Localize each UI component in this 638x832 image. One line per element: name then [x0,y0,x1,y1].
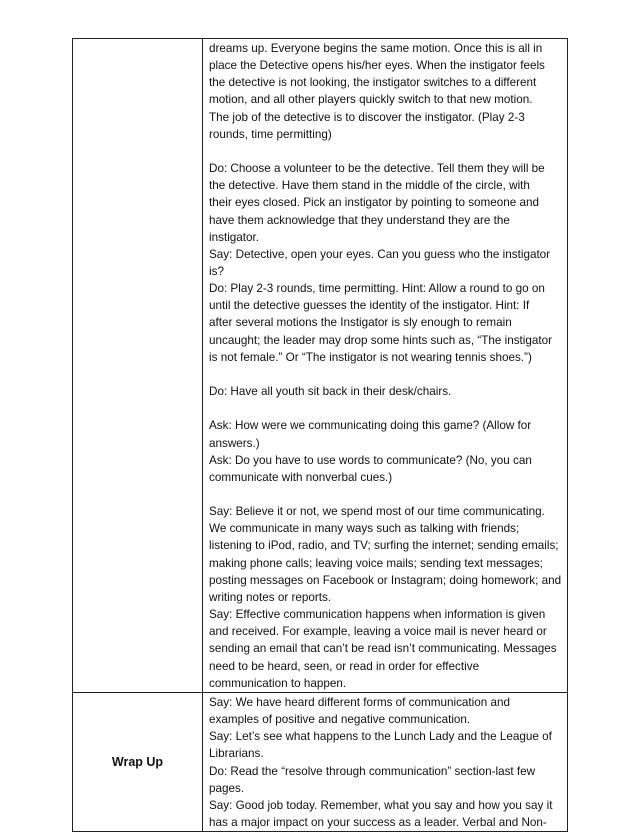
instruction-line: is not female.” Or “The instigator is not wearing tennis shoes.”) [209,350,532,364]
table-row-wrap-up [73,692,568,831]
instruction-line: Do: Read the “resolve through communication” section-last few [209,764,536,778]
instruction-line: have them acknowledge that they understand they are the [209,213,510,227]
paragraph-gap [209,486,563,503]
instruction-line: The job of the detective is to discover the instigator. (Play 2-3 [209,110,525,124]
instruction-line: need to be heard, seen, or read in order for effective [209,659,480,673]
section-label-cell-empty [73,39,203,693]
instruction-line: the detective is not looking, the instigator switches to a different [209,76,537,90]
instruction-line: rounds, time permitting) [209,127,332,141]
instruction-line: Do: Have all youth sit back in their desk/chairs. [209,385,452,399]
instruction-line: Do: Play 2-3 rounds, time permitting. Hint: Allow a round to go on [209,282,545,296]
instruction-line: the detective. Have them stand in the middle of the circle, with [209,179,530,193]
instruction-line: pages. [209,781,245,795]
instruction-line: Do: Choose a volunteer to be the detective. Tell them they will be [209,162,545,176]
instruction-line: answers.) [209,436,260,450]
instruction-line: Ask: Do you have to use words to communicate? (No, you can [209,453,532,467]
table-row-activity [73,39,568,693]
activity-instructions-cell [203,39,568,693]
instruction-line: motion, and all other players quickly switch to that new motion. [209,93,533,107]
paragraph-gap [209,400,563,417]
instruction-line: Librarians. [209,747,264,761]
instruction-line: uncaught; the leader may drop some hints such as, “The instigator [209,333,553,347]
instruction-line: has a major impact on your success as a leader. Verbal and Non- [209,815,547,829]
instruction-line: after several motions the Instigator is sly enough to remain [209,316,512,330]
instruction-line: instigator. [209,230,260,244]
instruction-line: sending an email that can’t be read isn’t communicating. Messages [209,642,557,656]
instruction-line: Say: We have heard different forms of communication and [209,695,511,709]
section-label-wrap-up: Wrap Up [111,755,164,769]
instruction-line: and received. For example, leaving a voice mail is never heard or [209,625,547,639]
instruction-line: Ask: How were we communicating doing this game? (Allow for [209,419,532,433]
wrap-up-instructions-cell [203,692,568,831]
instruction-line: until the detective guesses the identity of the instigator. Hint: If [209,299,530,313]
instruction-line: making phone calls; leaving voice mails; sending text messages; [209,556,543,570]
instruction-line: Say: Believe it or not, we spend most of our time communicating. [209,505,545,519]
section-label-cell [73,692,203,831]
instruction-line: Say: Detective, open your eyes. Can you guess who the instigator [209,247,551,261]
paragraph-gap [209,366,563,383]
instruction-line: is? [209,265,224,279]
instruction-line: listening to iPod, radio, and TV; surfing the internet; sending emails; [209,539,559,553]
lesson-plan-table [72,38,568,832]
instruction-line: place the Detective opens his/her eyes. When the instigator feels [209,59,545,73]
instruction-line: posting messages on Facebook or Instagram; doing homework; and [209,573,562,587]
instruction-line: Say: Good job today. Remember, what you say and how you say it [209,798,553,812]
paragraph-gap [209,143,563,160]
instruction-line: writing notes or reports. [209,590,332,604]
instruction-line: We communicate in many ways such as talking with friends; [209,522,520,536]
instruction-line: communicate with nonverbal cues.) [209,470,393,484]
instruction-line: their eyes closed. Pick an instigator by pointing to someone and [209,196,540,210]
instruction-line: Say: Let’s see what happens to the Lunch Lady and the League of [209,730,552,744]
instruction-line: examples of positive and negative communication. [209,713,471,727]
instruction-line: dreams up. Everyone begins the same motion. Once this is all in [209,42,543,55]
instruction-line: communication to happen. [209,676,347,690]
instruction-line: Say: Effective communication happens when information is given [209,608,546,622]
